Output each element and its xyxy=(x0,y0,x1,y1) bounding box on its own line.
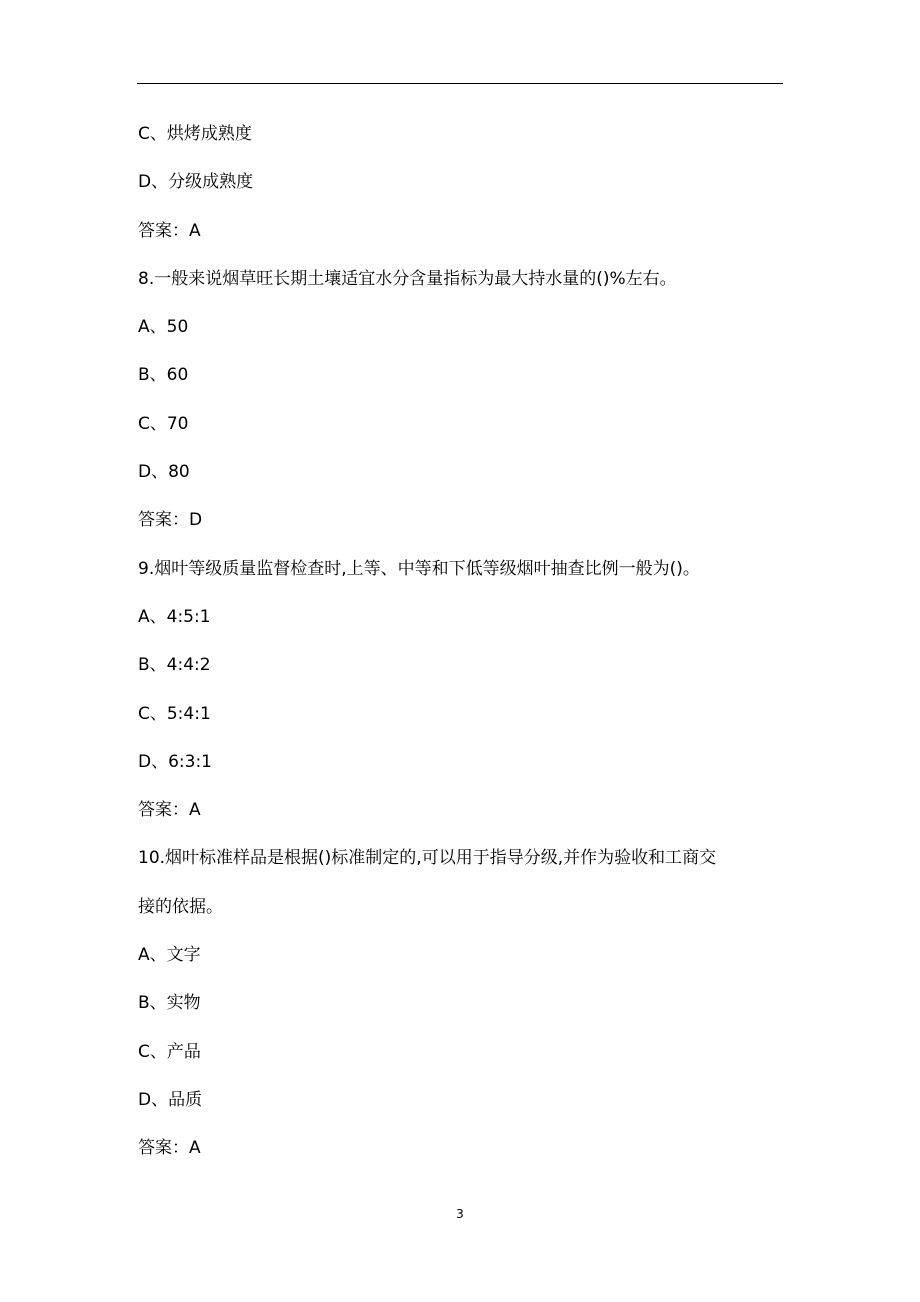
option-a: A、文字 xyxy=(138,945,201,966)
option-a: A、50 xyxy=(138,317,189,338)
option-c: C、烘烤成熟度 xyxy=(138,124,252,144)
option-b: B、实物 xyxy=(138,993,201,1014)
answer: 答案：D xyxy=(138,510,203,531)
answer: 答案：A xyxy=(138,800,201,821)
document-body xyxy=(138,118,788,1181)
option-c: C、产品 xyxy=(138,1041,201,1062)
question-10: 10.烟叶标准样品是根据()标准制定的,可以用于指导分级,并作为验收和工商交 xyxy=(138,848,717,869)
page-number: 3 xyxy=(456,1207,464,1221)
option-d: D、品质 xyxy=(138,1089,203,1110)
answer: 答案：A xyxy=(138,220,201,241)
question-9: 9.烟叶等级质量监督检查时,上等、中等和下低等级烟叶抽查比例一般为()。 xyxy=(138,558,700,579)
question-10-continuation: 接的依据。 xyxy=(138,896,223,917)
option-c: C、70 xyxy=(138,413,189,434)
header-rule xyxy=(137,83,783,84)
option-c: C、5:4:1 xyxy=(138,703,211,724)
option-a: A、4:5:1 xyxy=(138,606,211,627)
option-b: B、60 xyxy=(138,365,189,386)
option-d: D、6:3:1 xyxy=(138,751,212,772)
question-8: 8.一般来说烟草旺长期土壤适宜水分含量指标为最大持水量的()%左右。 xyxy=(138,268,677,289)
option-b: B、4:4:2 xyxy=(138,655,211,676)
option-d: D、分级成熟度 xyxy=(138,172,254,193)
option-d: D、80 xyxy=(138,462,190,483)
answer: 答案：A xyxy=(138,1138,201,1159)
